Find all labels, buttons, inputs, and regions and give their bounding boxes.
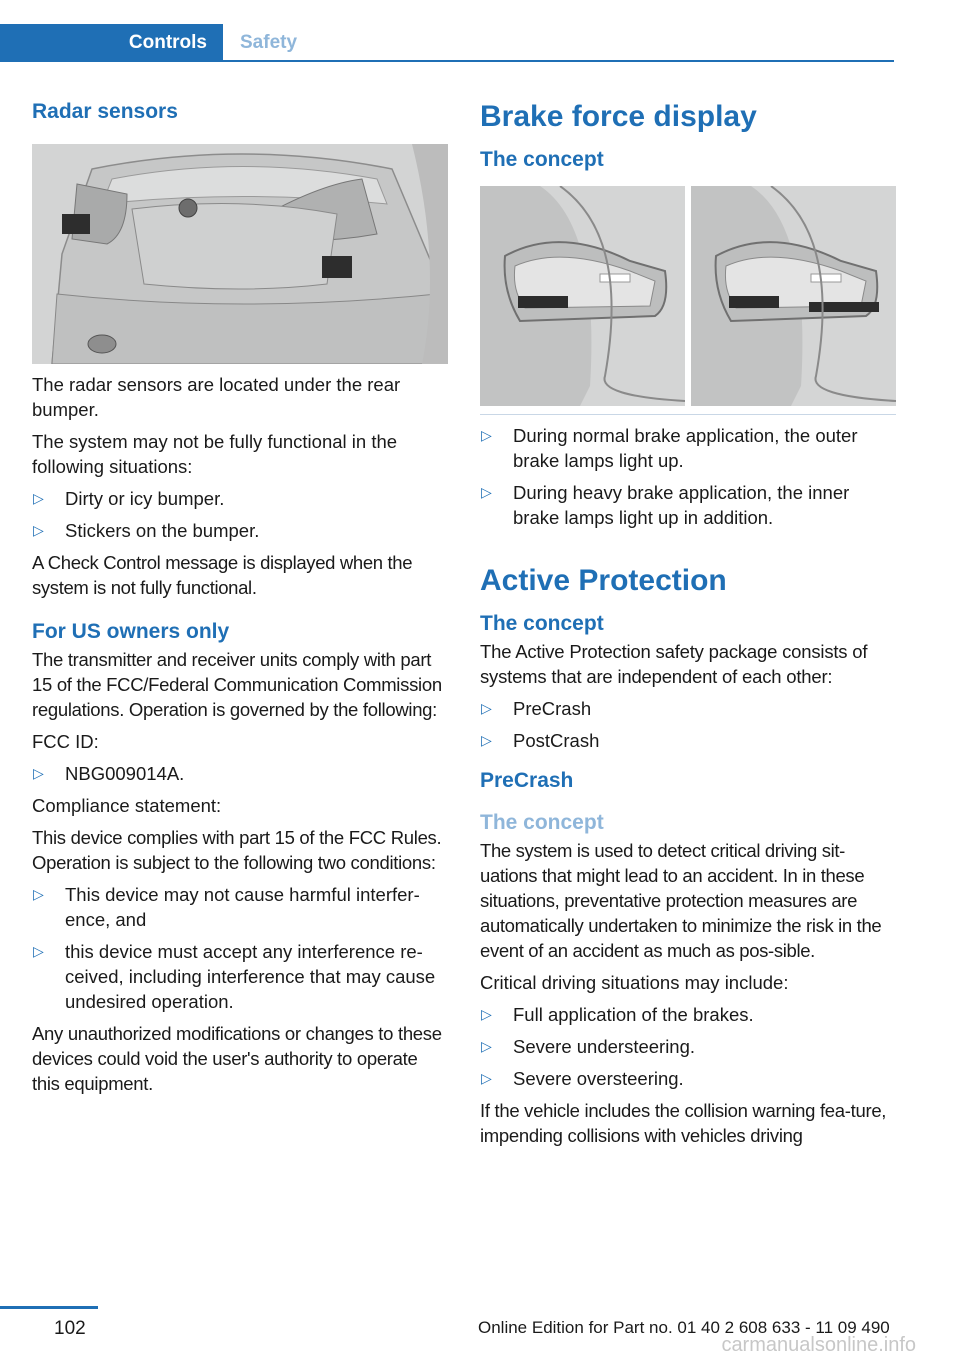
triangle-bullet-icon: ▷ — [481, 700, 492, 716]
tail-lamp-normal-svg — [480, 186, 685, 406]
triangle-bullet-icon: ▷ — [33, 490, 44, 506]
page-number: 102 — [54, 1318, 86, 1339]
footer-rule — [0, 1306, 98, 1309]
list-item: ▷ During normal brake application, the outer brake lamps light up. — [481, 425, 858, 471]
brake-list — [480, 423, 896, 530]
list-item: ▷ NBG009014A. — [33, 763, 185, 784]
heading-radar-sensors: Radar sensors — [32, 100, 178, 123]
para-check-control: A Check Control message is displayed when the system is not fully functional. — [32, 552, 413, 598]
triangle-bullet-icon: ▷ — [481, 1070, 492, 1086]
para-fcc-id: FCC ID: — [32, 731, 99, 752]
list-item: ▷ Full application of the brakes. — [481, 1004, 754, 1025]
list-item: ▷ Dirty or icy bumper. — [33, 488, 225, 509]
edition-text: Online Edition for Part no. 01 40 2 608 633 - 11 09 490 — [478, 1318, 890, 1337]
para-device: This device complies with part 15 of the FCC Rules. Operation is subject to the following two conditions: — [32, 827, 442, 873]
fcc-id-list — [32, 761, 448, 786]
triangle-bullet-icon: ▷ — [481, 1006, 492, 1022]
heading-the-concept: The concept — [480, 148, 604, 171]
tab-safety[interactable]: Safety — [240, 32, 298, 53]
para-critical: Critical driving situations may include: — [480, 972, 789, 993]
para-transmitter: The transmitter and receiver units comply with part 15 of the FCC/Federal Communication Commission regulations. Operation is governed by the following: — [32, 649, 442, 720]
para-located: The radar sensors are located under the rear bumper. — [32, 374, 401, 420]
heading-us-owners: For US owners only — [32, 620, 230, 643]
watermark: carmanualsonline.info — [721, 1334, 916, 1356]
heading-active-protection: Active Protection — [480, 564, 727, 597]
list-item: ▷ this device must accept any interference re‐ceived, including interference that may cause undesired operation. — [33, 941, 436, 1012]
heading-brake-force-display: Brake force display — [480, 100, 757, 133]
triangle-bullet-icon: ▷ — [33, 522, 44, 538]
critical-list — [480, 1002, 896, 1091]
heading-precrash: PreCrash — [480, 769, 574, 792]
radar-sensor-illustration — [32, 144, 448, 364]
triangle-bullet-icon: ▷ — [481, 427, 492, 443]
list-item: ▷ During heavy brake application, the inner brake lamps light up in addition. — [481, 482, 850, 528]
para-system: The system may not be fully functional in the following situations: — [32, 431, 398, 477]
para-collision: If the vehicle includes the collision warning fea‐ture, impending collisions with vehicles driving — [480, 1100, 887, 1146]
divider — [480, 414, 896, 415]
brake-lamp-normal-image — [480, 186, 685, 406]
triangle-bullet-icon: ▷ — [33, 943, 44, 959]
list-item: ▷ PostCrash — [481, 730, 600, 751]
heading-the-concept-3: The concept — [480, 811, 604, 834]
conditions-list — [32, 882, 448, 1014]
systems-list — [480, 696, 896, 753]
tail-lamp-heavy-svg — [691, 186, 896, 406]
header-tabs — [0, 24, 894, 62]
tab-controls[interactable]: Controls — [0, 24, 223, 62]
car-rear-svg — [32, 144, 448, 364]
triangle-bullet-icon: ▷ — [33, 886, 44, 902]
para-package: The Active Protection safety package consists of systems that are independent of each other: — [480, 641, 868, 687]
triangle-bullet-icon: ▷ — [33, 765, 44, 781]
heading-the-concept-2: The concept — [480, 612, 604, 635]
brake-lamp-illustrations — [480, 186, 896, 406]
para-detect: The system is used to detect critical driving sit‐uations that might lead to an accident. In in these situations, preventative protection measures are automatically undertaken to minimize the risk in the event of an accident as much as pos‐sible. — [480, 840, 882, 961]
list-item: ▷ This device may not cause harmful interfer‐ence, and — [33, 884, 420, 930]
triangle-bullet-icon: ▷ — [481, 484, 492, 500]
list-item: ▷ Stickers on the bumper. — [33, 520, 260, 541]
para-unauthorized: Any unauthorized modifications or changes to these devices could void the user's authority to operate this equipment. — [32, 1023, 442, 1094]
header-rule — [0, 60, 894, 62]
list-item: ▷ PreCrash — [481, 698, 592, 719]
triangle-bullet-icon: ▷ — [481, 732, 492, 748]
brake-lamp-heavy-image — [691, 186, 896, 406]
left-column — [32, 100, 448, 1103]
situations-list — [32, 486, 448, 543]
right-column — [480, 100, 896, 1155]
list-item: ▷ Severe understeering. — [481, 1036, 696, 1057]
para-compliance: Compliance statement: — [32, 795, 222, 816]
list-item: ▷ Severe oversteering. — [481, 1068, 684, 1089]
triangle-bullet-icon: ▷ — [481, 1038, 492, 1054]
